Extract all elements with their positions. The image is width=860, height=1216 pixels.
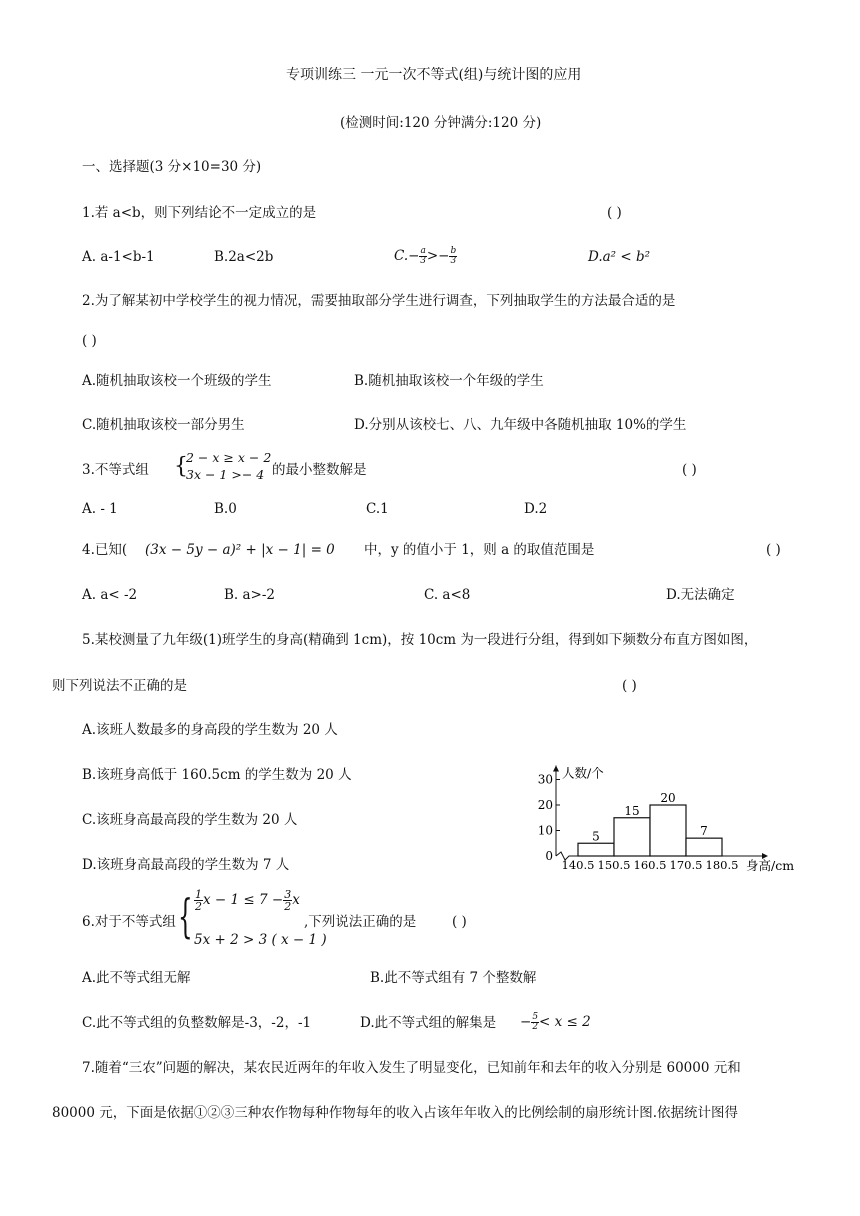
x-tick-label: 150.5 [597, 858, 631, 872]
q4-stem-suffix: 中，y 的值小于 1，则 a 的取值范围是 [364, 542, 595, 558]
histogram-bar [614, 818, 650, 856]
q4-stem-prefix: 4.已知( [82, 542, 128, 558]
y-tick-label: 0 [545, 849, 553, 863]
q2-option-b: B.随机抽取该校一个年级的学生 [354, 373, 544, 389]
q4-option-c: C. a<8 [424, 587, 471, 603]
height-histogram [522, 758, 822, 878]
q3-option-c: C.1 [366, 501, 389, 517]
q6-inequality-1: $\frac{1}{2}$ x − 1 ≤ 7 − $\frac{3}{2}$ x [195, 888, 300, 913]
q4-option-a: A. a< -2 [82, 587, 138, 603]
q3-option-a: A. - 1 [82, 501, 118, 517]
q2-option-d: D.分别从该校七、八、九年级中各随机抽取 10%的学生 [354, 417, 687, 433]
q1-option-b: B.2a<2b [214, 249, 274, 265]
q5-option-b: B.该班身高低于 160.5cm 的学生数为 20 人 [82, 767, 352, 783]
q6-option-a: A.此不等式组无解 [82, 970, 191, 986]
q6-inequality-2: 5x + 2 > 3 ( x − 1 ) [194, 932, 327, 948]
q5-option-d: D.该班身高最高段的学生数为 7 人 [82, 857, 290, 873]
q7-stem-line1: 7.随着“三农”问题的解决，某农民近两年的年收入发生了明显变化，已知前年和去年的收入分别是 60000 元和 [82, 1060, 741, 1076]
bar-value-label: 7 [700, 824, 708, 839]
page-title: 专项训练三 一元一次不等式(组)与统计图的应用 [286, 67, 582, 83]
histogram-bar [578, 843, 614, 856]
q5-answer-paren: ( ) [622, 678, 637, 694]
q6-stem-suffix: ,下列说法正确的是 [304, 914, 417, 930]
bar-value-label: 20 [660, 791, 676, 805]
q2-stem: 2.为了解某初中学校学生的视力情况，需要抽取部分学生进行调查，下列抽取学生的方法最合适的是 [82, 293, 676, 309]
q6-brace: { [178, 889, 193, 943]
histogram-bar [686, 838, 722, 856]
q5-stem-line1: 5.某校测量了九年级(1)班学生的身高(精确到 1cm)，按 10cm 为一段进行分组，得到如下频数分布直方图如图， [82, 632, 758, 648]
histogram-bar [650, 805, 686, 856]
q5-option-c: C.该班身高最高段的学生数为 20 人 [82, 812, 298, 828]
q2-option-a: A.随机抽取该校一个班级的学生 [82, 373, 272, 389]
section-heading: 一、选择题(3 分×10=30 分) [82, 159, 262, 175]
q1-option-c: C.− $\frac{a}{3}$ >− $\frac{b}{3}$ [394, 246, 457, 266]
q1-option-a: A. a-1<b-1 [82, 249, 155, 265]
x-axis-label: 身高/cm [746, 858, 795, 873]
x-tick-label: 170.5 [669, 858, 703, 872]
q7-stem-line2: 80000 元，下面是依据①②③三种农作物每种作物每年的收入占该年年收入的比例绘制的扇形统计图.依据统计图得 [52, 1105, 739, 1121]
q5-stem-line2: 则下列说法不正确的是 [52, 678, 187, 694]
q3-inequality-1: 2 − x ≥ x − 2 [186, 450, 272, 465]
bar-value-label: 15 [624, 803, 640, 818]
y-tick-label: 10 [537, 823, 553, 838]
q3-stem-suffix: 的最小整数解是 [272, 462, 367, 478]
q3-answer-paren: ( ) [682, 462, 697, 478]
q4-option-b: B. a>-2 [224, 587, 276, 603]
q6-option-b: B.此不等式组有 7 个整数解 [370, 970, 537, 986]
q6-answer-paren: ( ) [452, 914, 467, 930]
q2-option-c: C.随机抽取该校一部分男生 [82, 417, 245, 433]
q1-answer-paren: ( ) [607, 205, 622, 221]
q6-option-d-label: D.此不等式组的解集是 [360, 1015, 497, 1031]
x-tick-label: 140.5 [561, 858, 595, 872]
q2-answer-paren: ( ) [82, 333, 97, 349]
q3-stem-prefix: 3.不等式组 [82, 462, 149, 478]
y-axis-label: 人数/个 [562, 765, 604, 781]
y-axis-arrow [553, 766, 559, 772]
q4-answer-paren: ( ) [766, 542, 781, 558]
x-tick-label: 160.5 [633, 858, 667, 872]
y-tick-label: 20 [537, 798, 553, 812]
page-subtitle: (检测时间:120 分钟满分:120 分) [340, 115, 542, 131]
q3-option-b: B.0 [214, 501, 237, 517]
x-tick-label: 180.5 [705, 858, 739, 872]
bar-value-label: 5 [592, 829, 600, 844]
q6-option-d-expression: − $\frac{5}{2}$ < x ≤ 2 [520, 1012, 591, 1032]
q3-inequality-2: 3x − 1 >− 4 [186, 467, 265, 482]
q1-stem: 1.若 a<b，则下列结论不一定成立的是 [82, 205, 317, 221]
q6-stem-prefix: 6.对于不等式组 [82, 914, 176, 930]
q6-option-c: C.此不等式组的负整数解是-3，-2，-1 [82, 1015, 312, 1031]
q4-option-d: D.无法确定 [666, 587, 735, 603]
q3-option-d: D.2 [524, 501, 548, 517]
q1-option-d: D.a² < b² [588, 249, 651, 265]
q4-expression: (3x − 5y − a)² + |x − 1| = 0 [145, 542, 335, 558]
y-tick-label: 30 [537, 772, 553, 787]
q3-brace: { [174, 454, 188, 479]
q5-option-a: A.该班人数最多的身高段的学生数为 20 人 [82, 722, 338, 738]
